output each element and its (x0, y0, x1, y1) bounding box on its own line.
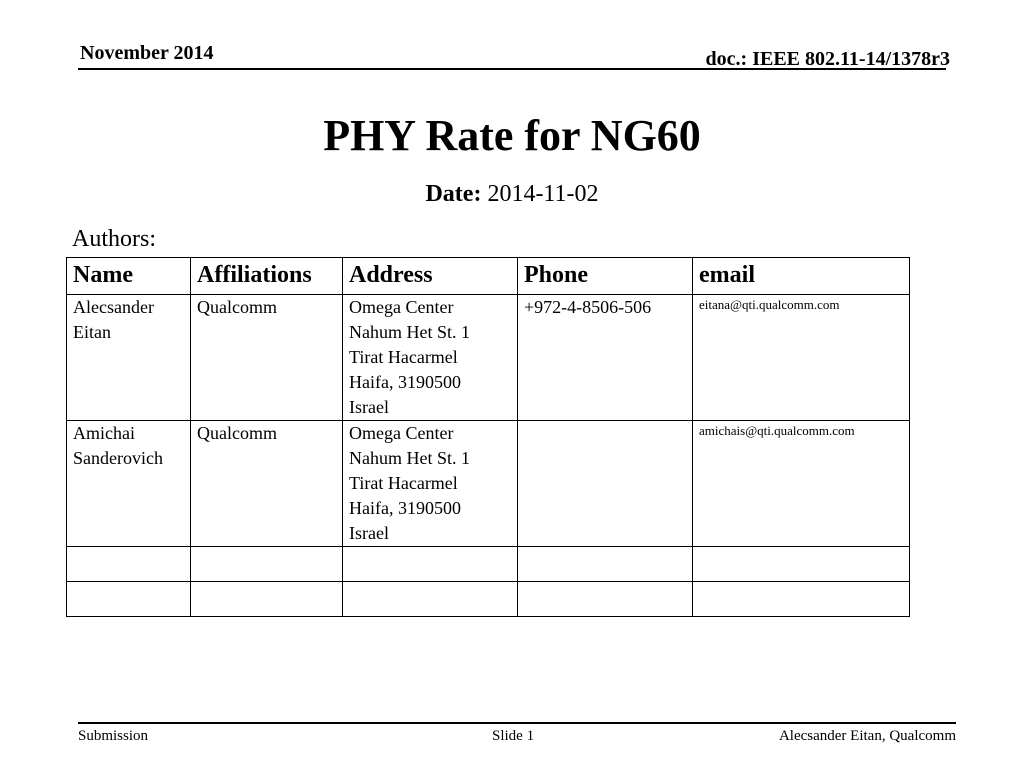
author-affiliation: Qualcomm (191, 421, 343, 547)
date-label: Date: (425, 181, 482, 207)
empty-cell (67, 547, 191, 582)
empty-cell (693, 547, 910, 582)
table-row-empty (67, 547, 910, 582)
author-phone: +972-4-8506-506 (518, 295, 693, 421)
author-email: eitana@qti.qualcomm.com (693, 295, 910, 421)
date-line (0, 181, 1024, 208)
empty-cell (343, 547, 518, 582)
authors-label: Authors: (72, 226, 156, 252)
footer-divider (78, 722, 956, 724)
empty-cell (343, 582, 518, 617)
author-phone (518, 421, 693, 547)
author-affiliation: Qualcomm (191, 295, 343, 421)
empty-cell (191, 582, 343, 617)
date-value: 2014-11-02 (487, 181, 599, 207)
column-header-address: Address (343, 258, 518, 295)
column-header-email: email (693, 258, 910, 295)
header-date: November 2014 (80, 42, 214, 64)
empty-cell (518, 547, 693, 582)
footer-slide-number: Slide 1 (492, 728, 535, 744)
header-divider (78, 68, 946, 70)
empty-cell (518, 582, 693, 617)
author-email: amichais@qti.qualcomm.com (693, 421, 910, 547)
author-address: Omega Center Nahum Het St. 1 Tirat Hacarmel Haifa, 3190500 Israel (343, 421, 518, 547)
author-name: Amichai Sanderovich (67, 421, 191, 547)
column-header-name: Name (67, 258, 191, 295)
footer-submission: Submission (78, 728, 149, 744)
header-doc-id: doc.: IEEE 802.11-14/1378r3 (705, 48, 950, 70)
table-header-row (67, 258, 910, 295)
table-row (67, 421, 910, 547)
authors-table (66, 257, 910, 617)
empty-cell (67, 582, 191, 617)
table-row (67, 295, 910, 421)
empty-cell (693, 582, 910, 617)
author-name: Alecsander Eitan (67, 295, 191, 421)
footer-author: Alecsander Eitan, Qualcomm (778, 728, 956, 744)
column-header-affiliations: Affiliations (191, 258, 343, 295)
table-row-empty (67, 582, 910, 617)
slide-title: PHY Rate for NG60 (323, 111, 701, 160)
column-header-phone: Phone (518, 258, 693, 295)
author-address: Omega Center Nahum Het St. 1 Tirat Hacarmel Haifa, 3190500 Israel (343, 295, 518, 421)
empty-cell (191, 547, 343, 582)
